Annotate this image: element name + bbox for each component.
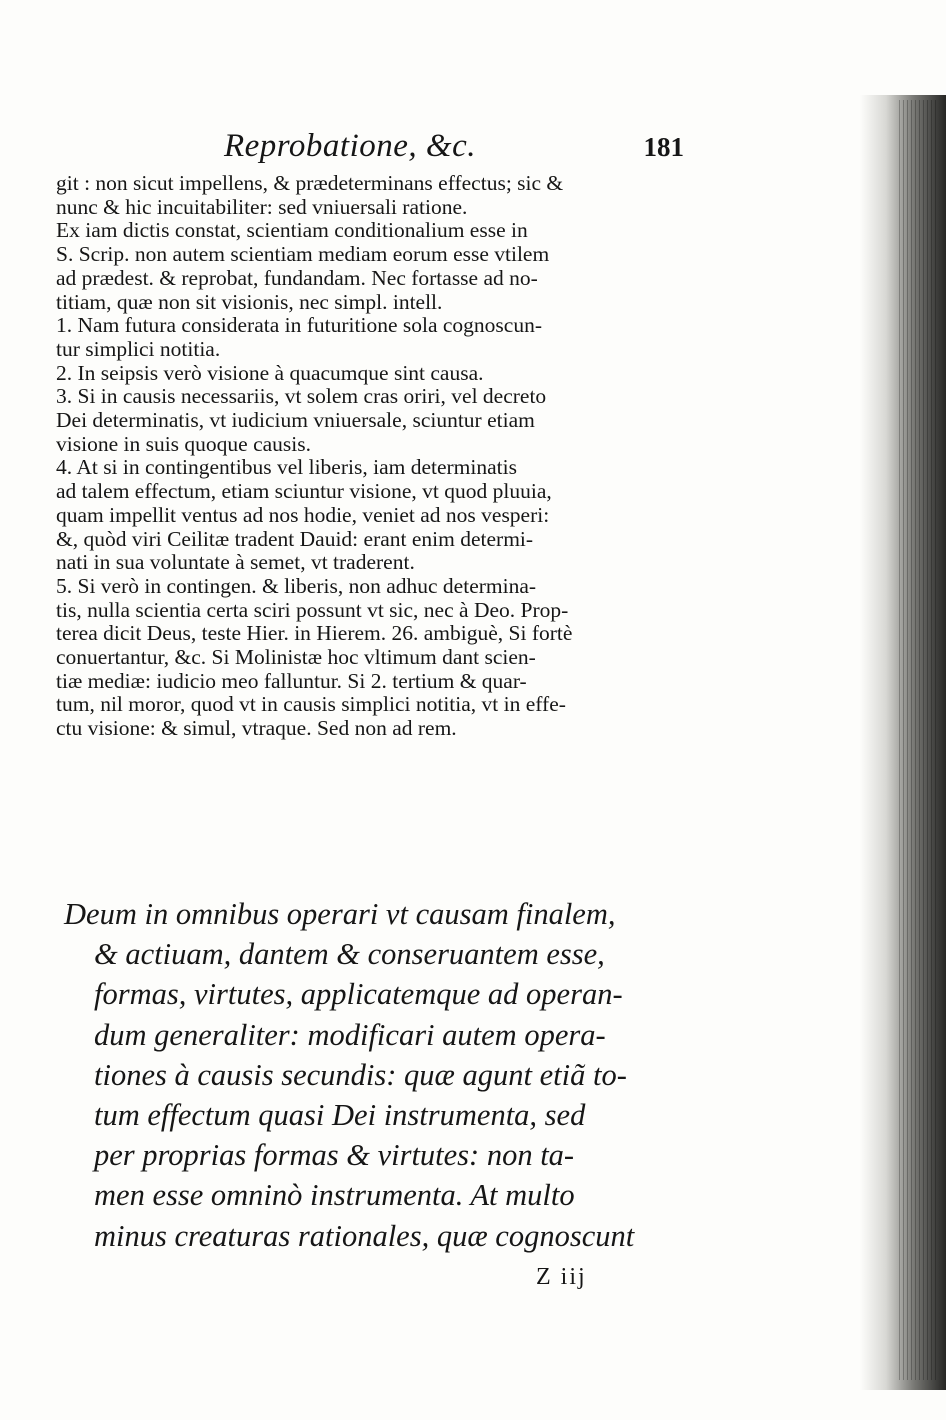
text-line: Dei determinatis, vt iudicium vniuersale, sciuntur etiam	[56, 408, 535, 433]
body-text	[56, 172, 684, 741]
italic-line: & actiuam, dantem & conseruantem esse,	[94, 937, 605, 972]
italic-line: per proprias formas & virtutes: non ta-	[94, 1138, 575, 1173]
text-line: conuertantur, &c. Si Molinistæ hoc vltimum dant scien-	[56, 645, 536, 670]
page-header	[56, 128, 684, 168]
text-line: tum, nil moror, quod vt in causis simplici notitia, vt in effe-	[56, 692, 566, 717]
text-line: nati in sua voluntate à semet, vt traderent.	[56, 550, 415, 575]
text-line: 3. Si in causis necessariis, vt solem cras oriri, vel decreto	[56, 384, 547, 409]
text-line: S. Scrip. non autem scientiam mediam eorum esse vtilem	[56, 242, 550, 267]
italic-line: dum generaliter: modificari autem opera-	[94, 1017, 606, 1052]
text-line: terea dicit Deus, teste Hier. in Hierem. 26. ambiguè, Si fortè	[56, 621, 573, 646]
italic-line: tiones à causis secundis: quæ agunt etiã to-	[94, 1057, 627, 1092]
italic-line: tum effectum quasi Dei instrumenta, sed	[94, 1098, 586, 1133]
text-line: &, quòd viri Ceilitæ tradent Dauid: erant enim determi-	[56, 526, 534, 551]
text-line: tur simplici notitia.	[56, 336, 221, 361]
text-line: ctu visione: & simul, vtraque. Sed non ad rem.	[56, 716, 457, 741]
text-line: ad talem effectum, etiam sciuntur visione, vt quod pluuia,	[56, 479, 552, 504]
italic-line: Deum in omnibus operari vt causam finalem,	[64, 897, 616, 931]
text-line: 2. In seipsis verò visione à quacumque sint causa.	[56, 360, 484, 385]
signature-mark: Z iij	[536, 1264, 587, 1290]
italic-line: formas, virtutes, applicatemque ad operan-	[94, 977, 623, 1012]
text-line: git : non sicut impellens, & prædeterminans effectus; sic &	[56, 171, 564, 195]
text-line: tiæ mediæ: iudicio meo falluntur. Si 2. tertium & quar-	[56, 668, 527, 693]
text-line: Ex iam dictis constat, scientiam conditionalium esse in	[56, 218, 528, 243]
text-line: visione in suis quoque causis.	[56, 431, 311, 456]
text-line: 1. Nam futura considerata in futuritione sola cognoscun-	[56, 313, 542, 338]
text-line: 5. Si verò in contingen. & liberis, non adhuc determina-	[56, 573, 537, 598]
page-number: 181	[643, 132, 684, 162]
running-head: Reprobatione, &c.	[224, 128, 476, 164]
text-line: ad prædest. & reprobat, fundandam. Nec fortasse ad no-	[56, 265, 538, 290]
text-line: quam impellit ventus ad nos hodie, veniet ad nos vesperi:	[56, 502, 550, 527]
italic-thesis-block	[64, 894, 704, 1256]
italic-line: men esse omninò instrumenta. At multo	[94, 1178, 575, 1213]
text-line: titiam, quæ non sit visionis, nec simpl. intell.	[56, 289, 443, 314]
text-line: 4. At si in contingentibus vel liberis, iam determinatis	[56, 455, 517, 480]
text-line: nunc & hic incuitabiliter: sed vniuersali ratione.	[56, 194, 468, 219]
italic-line: minus creaturas rationales, quæ cognoscunt	[94, 1218, 635, 1253]
page-edge-lines	[896, 100, 936, 1380]
text-line: tis, nulla scientia certa sciri possunt vt sic, nec à Deo. Prop-	[56, 597, 569, 622]
